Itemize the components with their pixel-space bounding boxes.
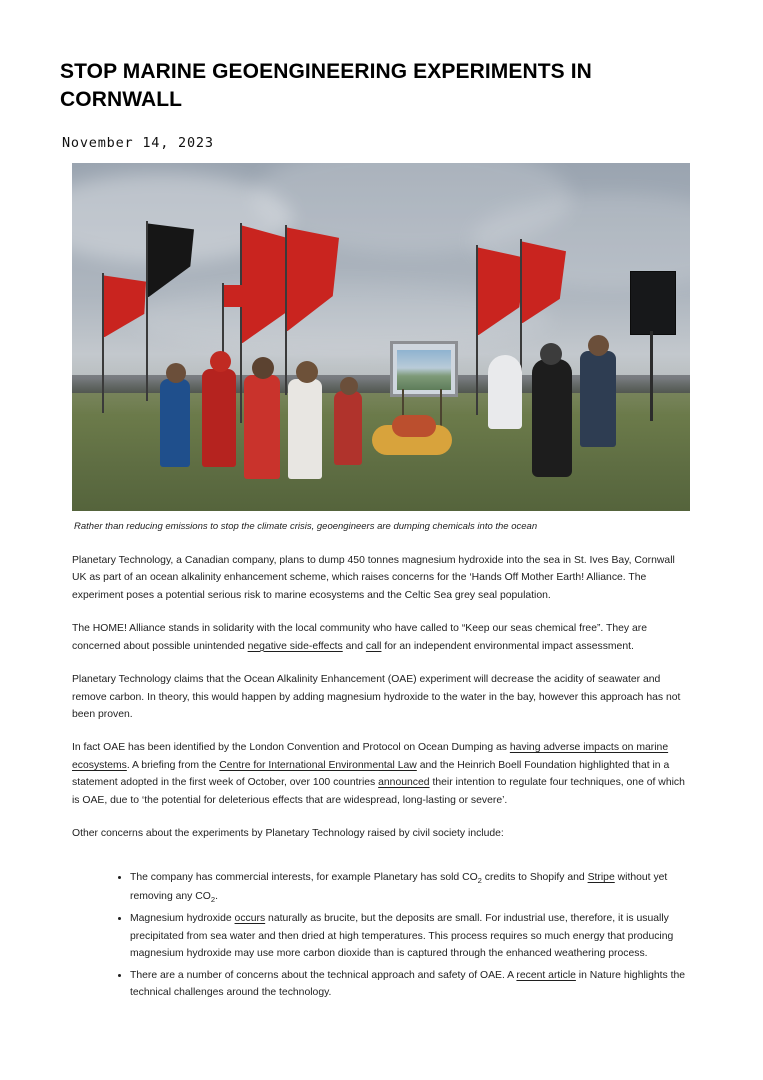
costume-figure (488, 355, 522, 429)
text-run: for an independent environmental impact assessment. (381, 640, 634, 652)
person-figure (244, 375, 280, 479)
protest-photo (72, 163, 690, 511)
person-figure (334, 391, 362, 465)
list-item (130, 910, 690, 962)
publish-date: November 14, 2023 (62, 135, 214, 152)
text-run: The HOME! Alliance stands in solidarity with the local community who have called to “Keep our seas chemical free”. They are concerned about possible unintended (72, 623, 648, 652)
person-figure (202, 369, 236, 467)
article-figure (72, 163, 690, 533)
red-flag (104, 275, 146, 337)
text-run: Other concerns about the experiments by Planetary Technology raised by civil society include: (72, 828, 504, 840)
paragraph (72, 552, 690, 604)
flag-pole (146, 221, 148, 401)
figure-caption: Rather than reducing emissions to stop the climate crisis, geoengineers are dumping chemicals into the ocean (74, 521, 538, 533)
person-figure (160, 379, 190, 467)
protest-banner-painting (390, 341, 458, 397)
subscript-text: 2 (210, 894, 216, 904)
subscript-text: 2 (477, 875, 482, 885)
article-body (72, 552, 690, 1002)
flag-pole (285, 225, 287, 395)
person-figure (532, 359, 572, 477)
text-run: The company has commercial interests, for example Planetary has sold CO (130, 871, 478, 883)
inline-link[interactable]: recent article (516, 969, 576, 981)
flag-pole (240, 223, 242, 423)
text-run: their intention to regulate four techniques, one of which is OAE, due to ‘the potential for deleterious effects that are widespread, long-lasting or severe’. (72, 777, 685, 806)
person-figure (288, 379, 322, 479)
black-flag (148, 223, 194, 297)
blanket (392, 415, 436, 437)
text-run: In fact OAE has been identified by the London Convention and Protocol on Ocean Dumping as (72, 742, 510, 754)
text-run: Planetary Technology, a Canadian company, plans to dump 450 tonnes magnesium hydroxide into the sea in St. Ives Bay, Cornwall UK as part of an ocean alkalinity enhancement scheme, which raises concerns for the ‘Hands Off Mother Earth! Alliance. The experiment poses a potential serious risk to marine ecosystems and the Celtic Sea grey seal population. (72, 554, 675, 601)
speaker-stand (650, 331, 653, 421)
pa-speaker (630, 271, 676, 335)
text-run: naturally as brucite, but the deposits are small. For industrial use, therefore, it is usually precipitated from sea water and then dried at high temperatures. This process requires so much energy that producing magnesium hydroxide may use more carbon dioxide than is captured through the enhanced weathering process. (130, 913, 674, 960)
list-item (130, 967, 690, 1002)
list-item (130, 869, 690, 907)
red-flag (224, 285, 242, 307)
text-run: and (342, 640, 366, 652)
inline-link[interactable]: Stripe (587, 871, 615, 883)
text-run: without yet removing any CO (130, 871, 668, 902)
paragraph (72, 825, 690, 842)
paragraph (72, 739, 690, 809)
inline-link[interactable]: having adverse impacts on marine ecosystems (72, 742, 669, 771)
concerns-list (72, 869, 690, 1002)
inline-link[interactable]: announced (378, 777, 430, 789)
page-title: STOP MARINE GEOENGINEERING EXPERIMENTS IN CORNWALL (60, 60, 592, 111)
text-run: Planetary Technology claims that the Ocean Alkalinity Enhancement (OAE) experiment will decrease the acidity of seawater and remove carbon. In theory, this would happen by adding magnesium hydroxide to the water in the bay, however this approach has not been proven. (72, 674, 681, 721)
paragraph (72, 620, 690, 655)
text-run: credits to Shopify and (481, 871, 588, 883)
inline-link[interactable]: occurs (234, 913, 266, 925)
paragraph (72, 671, 690, 723)
text-run: and the Heinrich Boell Foundation highlighted that in a statement adopted in the first week of October, over 100 countries (72, 759, 670, 789)
text-run: . (215, 890, 218, 902)
flag-pole (102, 273, 104, 413)
text-run: There are a number of concerns about the technical approach and safety of OAE. A (130, 969, 517, 981)
text-run: . A briefing from the (126, 759, 220, 771)
text-run: Magnesium hydroxide (130, 913, 235, 925)
inline-link[interactable]: Centre for International Environmental Law (219, 759, 417, 771)
flag-pole (476, 245, 478, 415)
text-run: in Nature highlights the technical challenges around the technology. (130, 969, 686, 999)
easel-leg (440, 389, 442, 427)
inline-link[interactable]: call (365, 640, 382, 652)
inline-link[interactable]: negative side-effects (247, 640, 343, 652)
person-figure (580, 351, 616, 447)
